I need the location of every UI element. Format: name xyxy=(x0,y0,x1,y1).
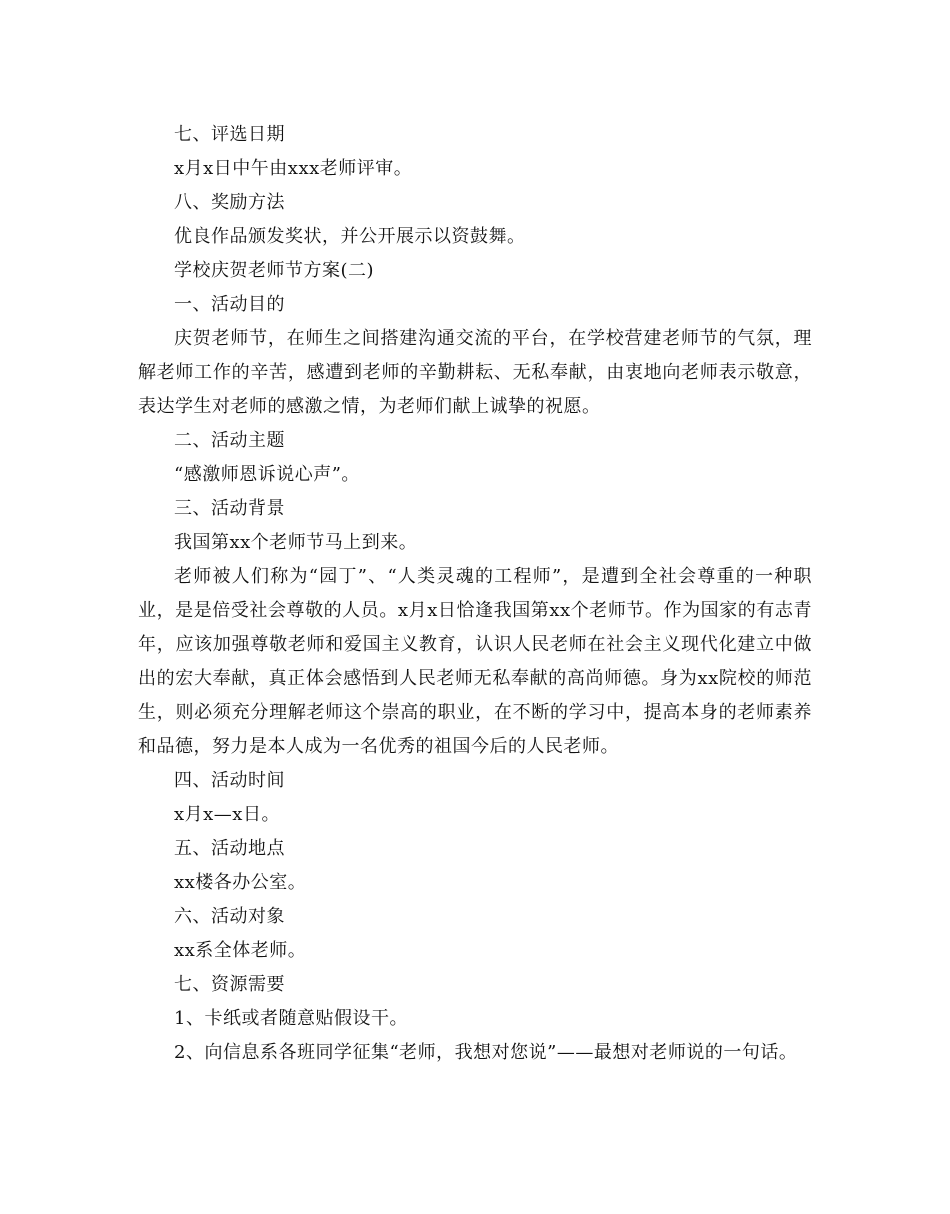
paragraph-evaluation-detail: x月x日中午由xxx老师评审。 xyxy=(174,158,413,179)
heading-activity-theme: 二、活动主题 xyxy=(174,430,285,451)
plan-two-title: 学校庆贺老师节方案(二) xyxy=(174,260,375,281)
heading-activity-purpose: 一、活动目的 xyxy=(174,294,285,315)
paragraph-activity-location: xx楼各办公室。 xyxy=(174,872,307,893)
document-body xyxy=(138,118,812,1070)
paragraph-reward-detail: 优良作品颁发奖状，并公开展示以资鼓舞。 xyxy=(174,226,526,247)
heading-activity-time: 四、活动时间 xyxy=(174,770,285,791)
heading-resource-needs: 七、资源需要 xyxy=(174,974,285,995)
heading-activity-background: 三、活动背景 xyxy=(174,498,285,519)
heading-reward-method: 八、奖励方法 xyxy=(174,192,285,213)
list-item-resource-2: 2、向信息系各班同学征集“老师，我想对您说”——最想对老师说的一句话。 xyxy=(174,1042,798,1063)
paragraph-activity-audience: xx系全体老师。 xyxy=(174,940,307,961)
paragraph-background-intro: 我国第xx个老师节马上到来。 xyxy=(174,532,418,553)
paragraph-activity-purpose: 庆贺老师节，在师生之间搭建沟通交流的平台，在学校营建老师节的气氛，理解老师工作的辛苦，感遭到老师的辛勤耕耘、无私奉献，由衷地向老师表示敬意，表达学生对老师的感激之情，为老师们献上诚挚的祝愿。 xyxy=(138,328,812,417)
heading-activity-location: 五、活动地点 xyxy=(174,838,285,859)
paragraph-activity-time: x月x—x日。 xyxy=(174,804,280,825)
paragraph-activity-theme: “感激师恩诉说心声”。 xyxy=(174,464,360,485)
paragraph-background-detail: 老师被人们称为“园丁”、“人类灵魂的工程师”，是遭到全社会尊重的一种职业，是是倍受社会尊敬的人员。x月x日恰逢我国第xx个老师节。作为国家的有志青年，应该加强尊敬老师和爱国主义教育，认识人民老师在社会主义现代化建立中做出的宏大奉献，真正体会感悟到人民老师无私奉献的高尚师德。身为xx院校的师范生，则必须充分理解老师这个崇高的职业，在不断的学习中，提高本身的老师素养和品德，努力是本人成为一名优秀的祖国今后的人民老师。 xyxy=(138,566,812,757)
heading-evaluation-date: 七、评选日期 xyxy=(174,124,285,145)
list-item-resource-1: 1、卡纸或者随意贴假设干。 xyxy=(174,1008,408,1029)
heading-activity-audience: 六、活动对象 xyxy=(174,906,285,927)
